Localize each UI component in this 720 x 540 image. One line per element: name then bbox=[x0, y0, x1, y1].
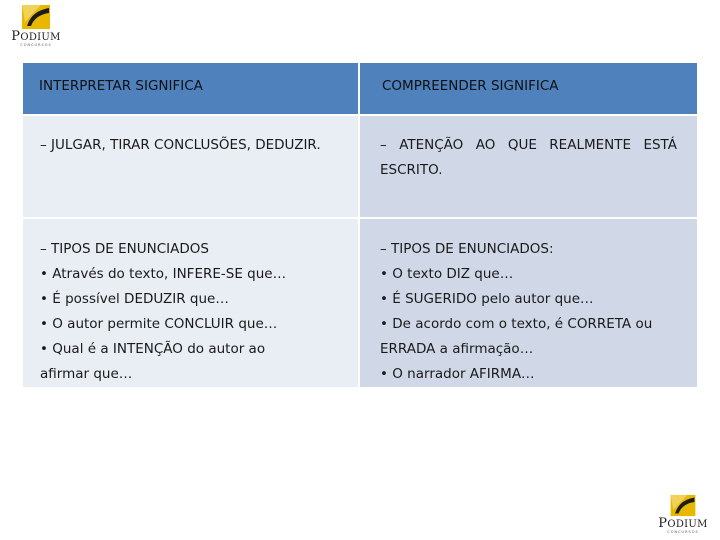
cell-interpretar-enunciados bbox=[23, 219, 358, 387]
cell-interpretar-definition bbox=[23, 116, 358, 217]
podium-logo-top bbox=[6, 4, 66, 47]
table-row bbox=[23, 219, 697, 387]
list-item: • O narrador AFIRMA… bbox=[380, 366, 535, 382]
cell-compreender-enunciados bbox=[360, 219, 697, 387]
table-header-row bbox=[23, 63, 697, 114]
logo-wordmark: PODIUM bbox=[11, 29, 61, 44]
comparison-table bbox=[21, 61, 699, 389]
list-item: – TIPOS DE ENUNCIADOS bbox=[40, 241, 209, 257]
header-interpretar: INTERPRETAR SIGNIFICA bbox=[23, 63, 358, 114]
list-item: • O texto DIZ que… bbox=[380, 266, 514, 282]
cell-compreender-definition bbox=[360, 116, 697, 217]
list-item: afirmar que… bbox=[40, 366, 133, 382]
podium-emblem-icon bbox=[668, 494, 698, 517]
list-item: – TIPOS DE ENUNCIADOS: bbox=[380, 241, 554, 257]
list-item: • Através do texto, INFERE-SE que… bbox=[40, 266, 287, 282]
list-item: ERRADA a afirmação… bbox=[380, 341, 534, 357]
list-item: • É possível DEDUZIR que… bbox=[40, 291, 229, 307]
list-item: • É SUGERIDO pelo autor que… bbox=[380, 291, 594, 307]
list-item: • O autor permite CONCLUIR que… bbox=[40, 316, 278, 332]
compreender-definition-text: – ATENÇÃO AO QUE REALMENTE ESTÁ ESCRITO. bbox=[380, 137, 677, 178]
logo-wordmark: PODIUM bbox=[658, 516, 708, 531]
list-item: • De acordo com o texto, é CORRETA ou bbox=[380, 316, 653, 332]
interpretar-definition-text: – JULGAR, TIRAR CONCLUSÕES, DEDUZIR. bbox=[40, 137, 321, 153]
header-compreender: COMPREENDER SIGNIFICA bbox=[360, 63, 697, 114]
logo-tagline: CONCURSOS bbox=[667, 530, 699, 534]
table-row bbox=[23, 116, 697, 217]
podium-emblem-icon bbox=[19, 4, 53, 30]
list-item: • Qual é a INTENÇÃO do autor ao bbox=[40, 341, 266, 357]
podium-logo-bottom bbox=[652, 494, 714, 534]
logo-tagline: CONCURSOS bbox=[20, 43, 52, 47]
